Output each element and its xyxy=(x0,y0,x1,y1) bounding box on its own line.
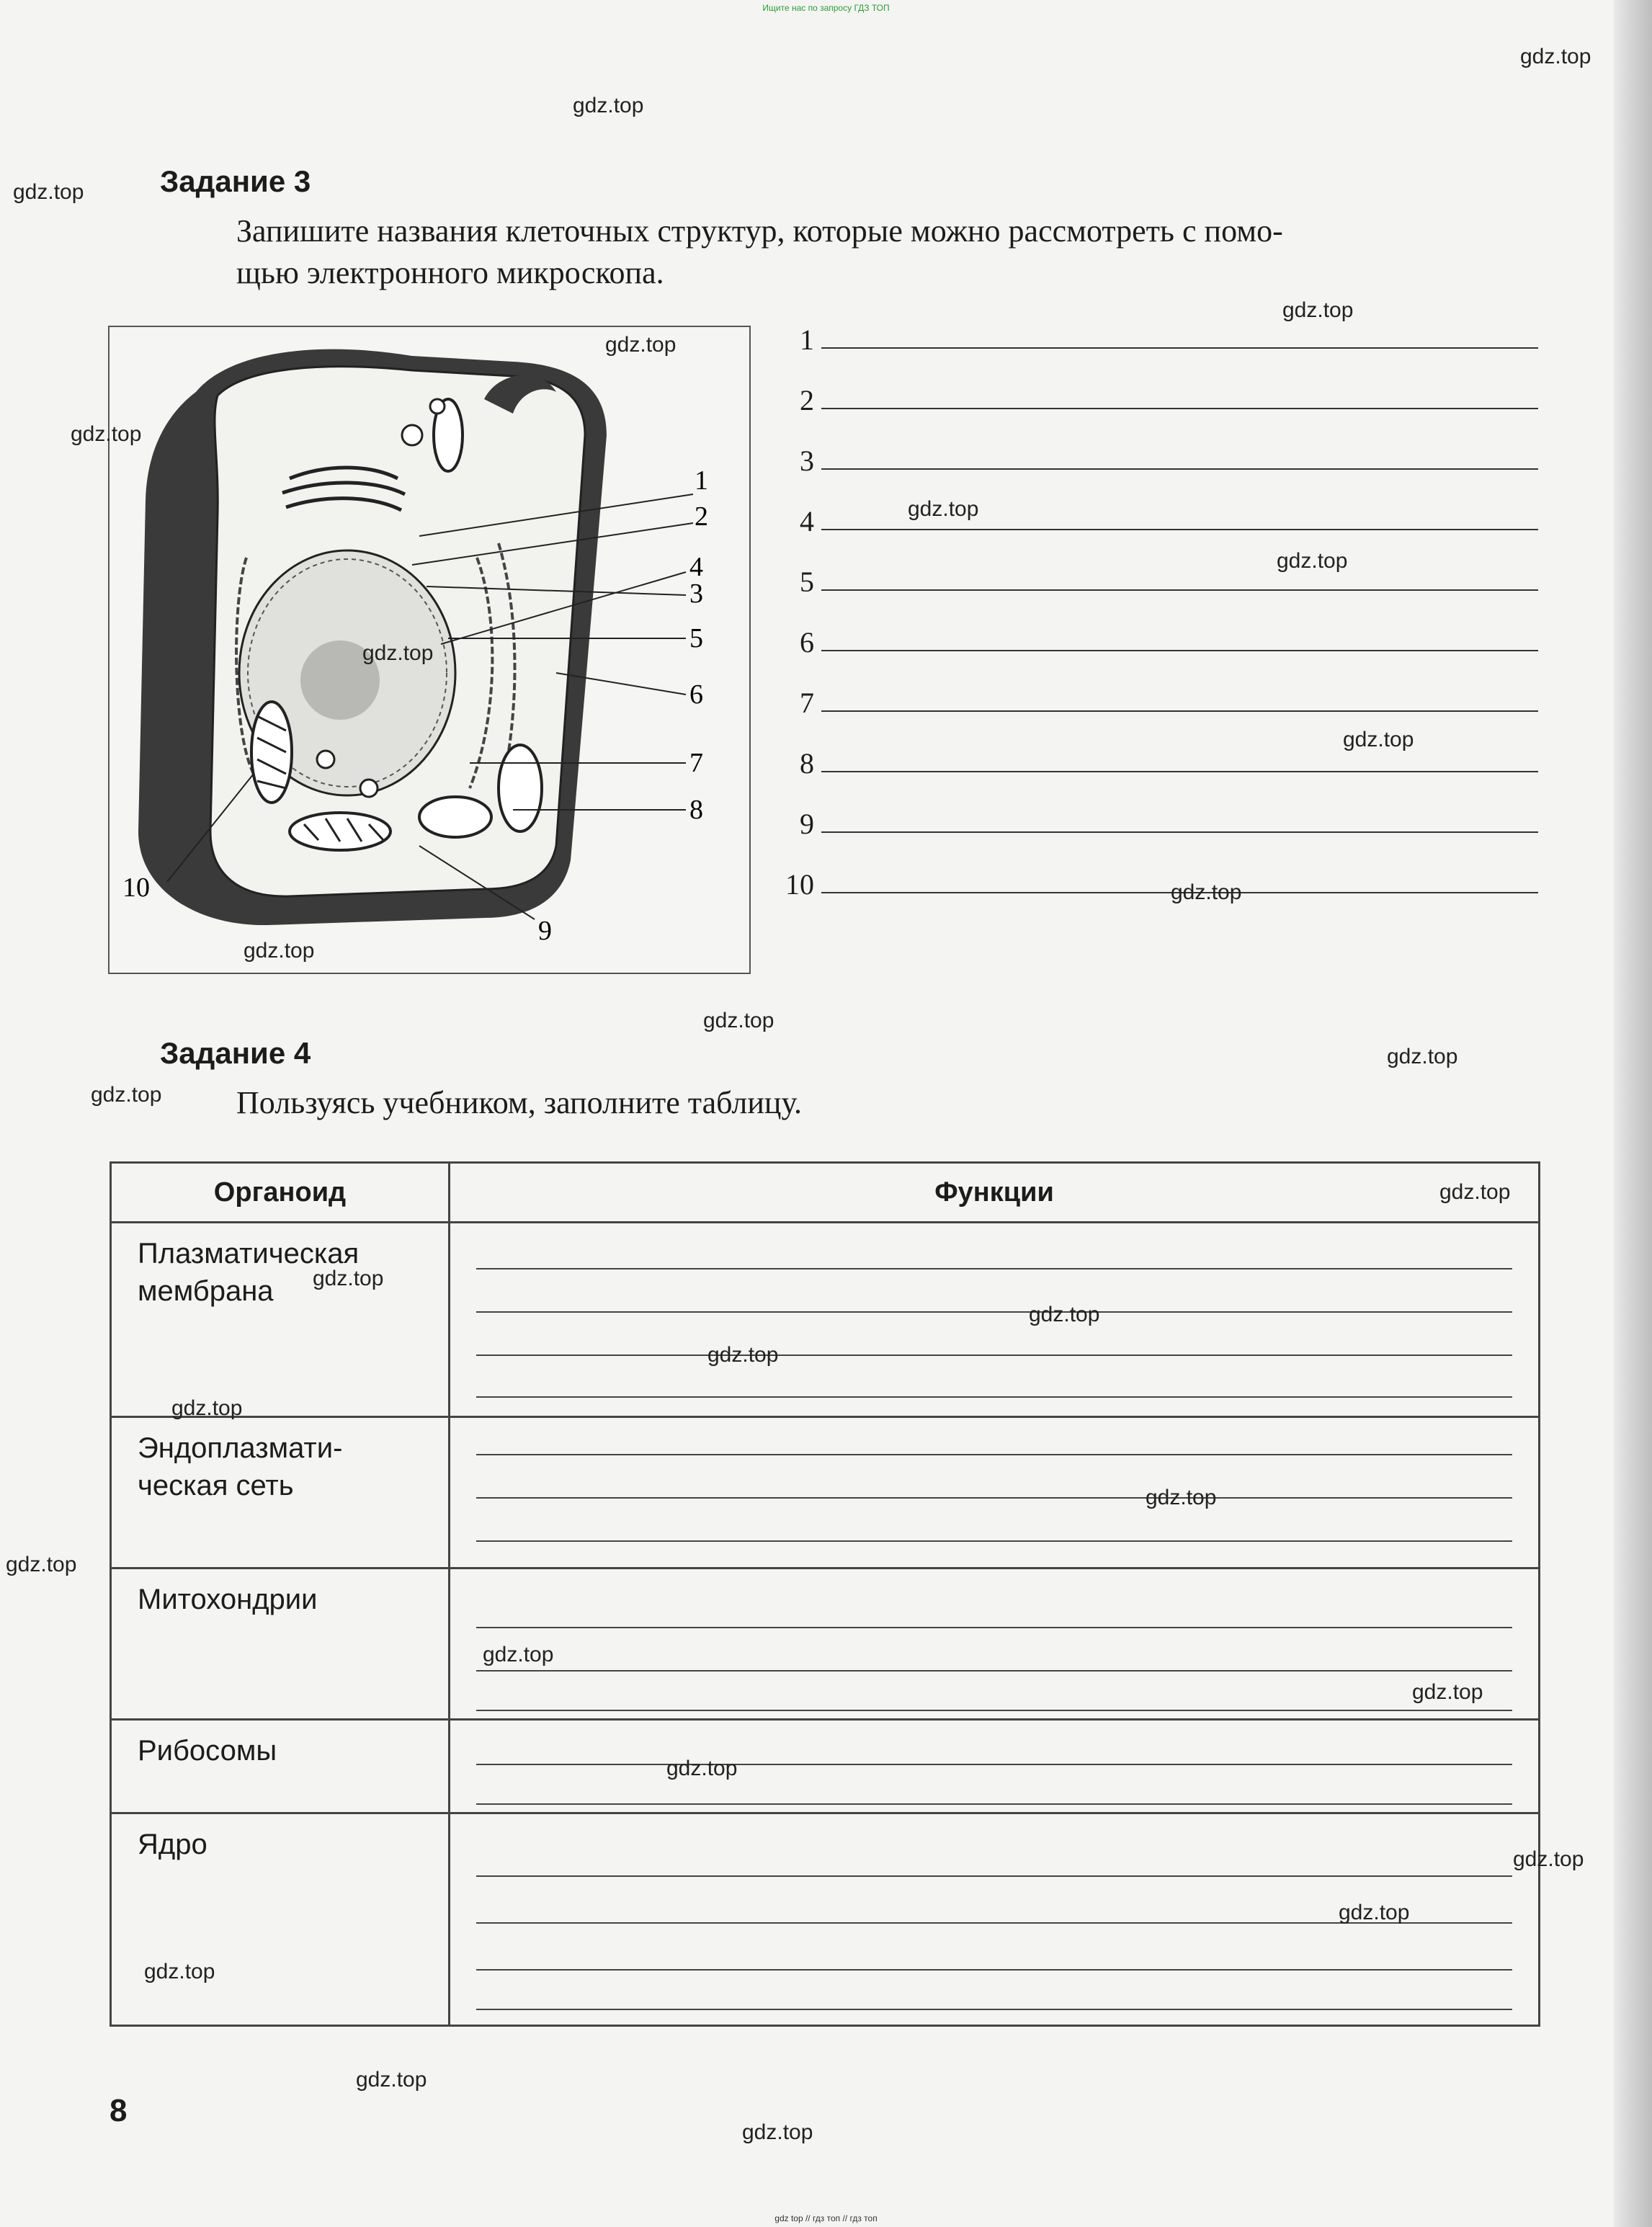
answer-line[interactable] xyxy=(821,710,1538,712)
answer-number: 10 xyxy=(785,868,814,901)
watermark-text: gdz.top xyxy=(703,1009,774,1032)
task3-text-line1: Запишите названия клеточных структур, которые можно рассмотреть с помо- xyxy=(236,213,1283,249)
watermark-text: gdz.top xyxy=(1343,728,1414,751)
answer-line[interactable] xyxy=(821,589,1538,591)
watermark-text: gdz.top xyxy=(483,1643,554,1666)
organoid-name-line2: ческая сеть xyxy=(138,1470,294,1501)
organoid-name xyxy=(111,1417,450,1568)
table-row xyxy=(111,1813,1540,2026)
watermark-text: gdz.top xyxy=(1282,298,1354,322)
organoid-name-line2: мембрана xyxy=(138,1275,274,1307)
table-row xyxy=(111,1568,1540,1720)
task4-text: Пользуясь учебником, заполните таблицу. xyxy=(236,1085,803,1120)
watermark-text: gdz.top xyxy=(1412,1680,1483,1704)
organoid-name-line1: Митохондрии xyxy=(138,1584,318,1615)
watermark-text: gdz.top xyxy=(1513,1847,1584,1871)
figure-label-7: 7 xyxy=(689,748,703,778)
answer-number: 5 xyxy=(800,566,814,598)
watermark-text: gdz.top xyxy=(71,422,142,446)
page-number: 8 xyxy=(110,2093,128,2128)
task3-text xyxy=(236,210,1569,294)
answer-number: 1 xyxy=(800,323,814,356)
organoid-name-line1: Ядро xyxy=(138,1829,207,1860)
answer-line[interactable] xyxy=(821,529,1538,530)
watermark-text: gdz.top xyxy=(356,2068,427,2092)
watermark-text: gdz.top xyxy=(573,94,644,117)
watermark-text: gdz.top xyxy=(13,180,84,204)
organoid-name xyxy=(111,1813,450,2026)
task3-text-line2: щью электронного микроскопа. xyxy=(236,255,664,290)
watermark-text: gdz.top xyxy=(605,333,677,357)
watermark-text: gdz.top xyxy=(1146,1486,1217,1509)
watermark-text: gdz.top xyxy=(1439,1180,1511,1204)
answer-line[interactable] xyxy=(821,650,1538,651)
task3-title: Задание 3 xyxy=(160,164,311,198)
figure-label-1: 1 xyxy=(695,465,708,496)
answer-line[interactable] xyxy=(821,468,1538,470)
table-row xyxy=(111,1223,1540,1417)
task4-title: Задание 4 xyxy=(160,1036,311,1070)
organoid-name xyxy=(111,1720,450,1813)
watermark-text: gdz.top xyxy=(362,641,434,665)
function-cell[interactable] xyxy=(450,1720,1540,1813)
watermark-text: gdz.top xyxy=(707,1343,779,1367)
watermark-text: gdz.top xyxy=(91,1083,162,1107)
figure-label-3: 3 xyxy=(689,579,703,609)
watermark-text: gdz.top xyxy=(1277,549,1348,573)
answer-number: 6 xyxy=(800,626,814,659)
watermark-text: gdz.top xyxy=(1029,1303,1100,1326)
answer-number: 4 xyxy=(800,505,814,537)
function-cell[interactable] xyxy=(450,1417,1540,1568)
figure-label-9: 9 xyxy=(538,916,552,946)
answer-number: 9 xyxy=(800,808,814,840)
figure-label-5: 5 xyxy=(689,623,703,653)
table-row xyxy=(111,1720,1540,1813)
organoid-name-line1: Рибосомы xyxy=(138,1735,277,1767)
organoid-table xyxy=(110,1161,1540,2027)
organoid-name-line1: Эндоплазмати- xyxy=(138,1432,343,1464)
watermark-text: gdz.top xyxy=(1520,45,1591,68)
answer-number: 8 xyxy=(800,747,814,780)
header-functions: Функции xyxy=(450,1163,1540,1223)
page-shadow-edge xyxy=(1614,0,1652,2227)
bottom-banner: gdz top // гдз топ // гдз топ xyxy=(774,2213,878,2223)
watermark-text: gdz.top xyxy=(6,1553,77,1576)
header-organoid: Органоид xyxy=(111,1163,450,1223)
answer-line[interactable] xyxy=(821,771,1538,772)
answer-line[interactable] xyxy=(821,347,1538,349)
watermark-text: gdz.top xyxy=(1387,1045,1458,1068)
organoid-name-line1: Плазматическая xyxy=(138,1238,360,1269)
watermark-text: gdz.top xyxy=(313,1267,384,1290)
watermark-text: gdz.top xyxy=(144,1960,215,1983)
organoid-name xyxy=(111,1568,450,1720)
table-header-row xyxy=(111,1163,1540,1223)
watermark-text: gdz.top xyxy=(1339,1901,1410,1924)
watermark-text: gdz.top xyxy=(666,1757,738,1780)
watermark-text: gdz.top xyxy=(1171,880,1242,904)
figure-label-4: 4 xyxy=(689,552,703,582)
watermark-text: gdz.top xyxy=(244,939,315,963)
watermark-text: gdz.top xyxy=(171,1396,243,1420)
function-cell[interactable] xyxy=(450,1568,1540,1720)
answer-line[interactable] xyxy=(821,408,1538,409)
figure-label-10: 10 xyxy=(122,872,150,903)
answer-number: 3 xyxy=(800,445,814,477)
top-banner: Ищите нас по запросу ГДЗ ТОП xyxy=(762,3,890,13)
answer-number: 7 xyxy=(800,687,814,719)
watermark-text: gdz.top xyxy=(908,497,979,521)
figure-label-6: 6 xyxy=(689,679,703,710)
figure-label-2: 2 xyxy=(695,501,708,532)
figure-label-8: 8 xyxy=(689,795,703,825)
organoid-name xyxy=(111,1223,450,1417)
function-cell[interactable] xyxy=(450,1223,1540,1417)
answer-line[interactable] xyxy=(821,831,1538,833)
answer-number: 2 xyxy=(800,384,814,416)
watermark-text: gdz.top xyxy=(742,2120,813,2144)
table-row xyxy=(111,1417,1540,1568)
